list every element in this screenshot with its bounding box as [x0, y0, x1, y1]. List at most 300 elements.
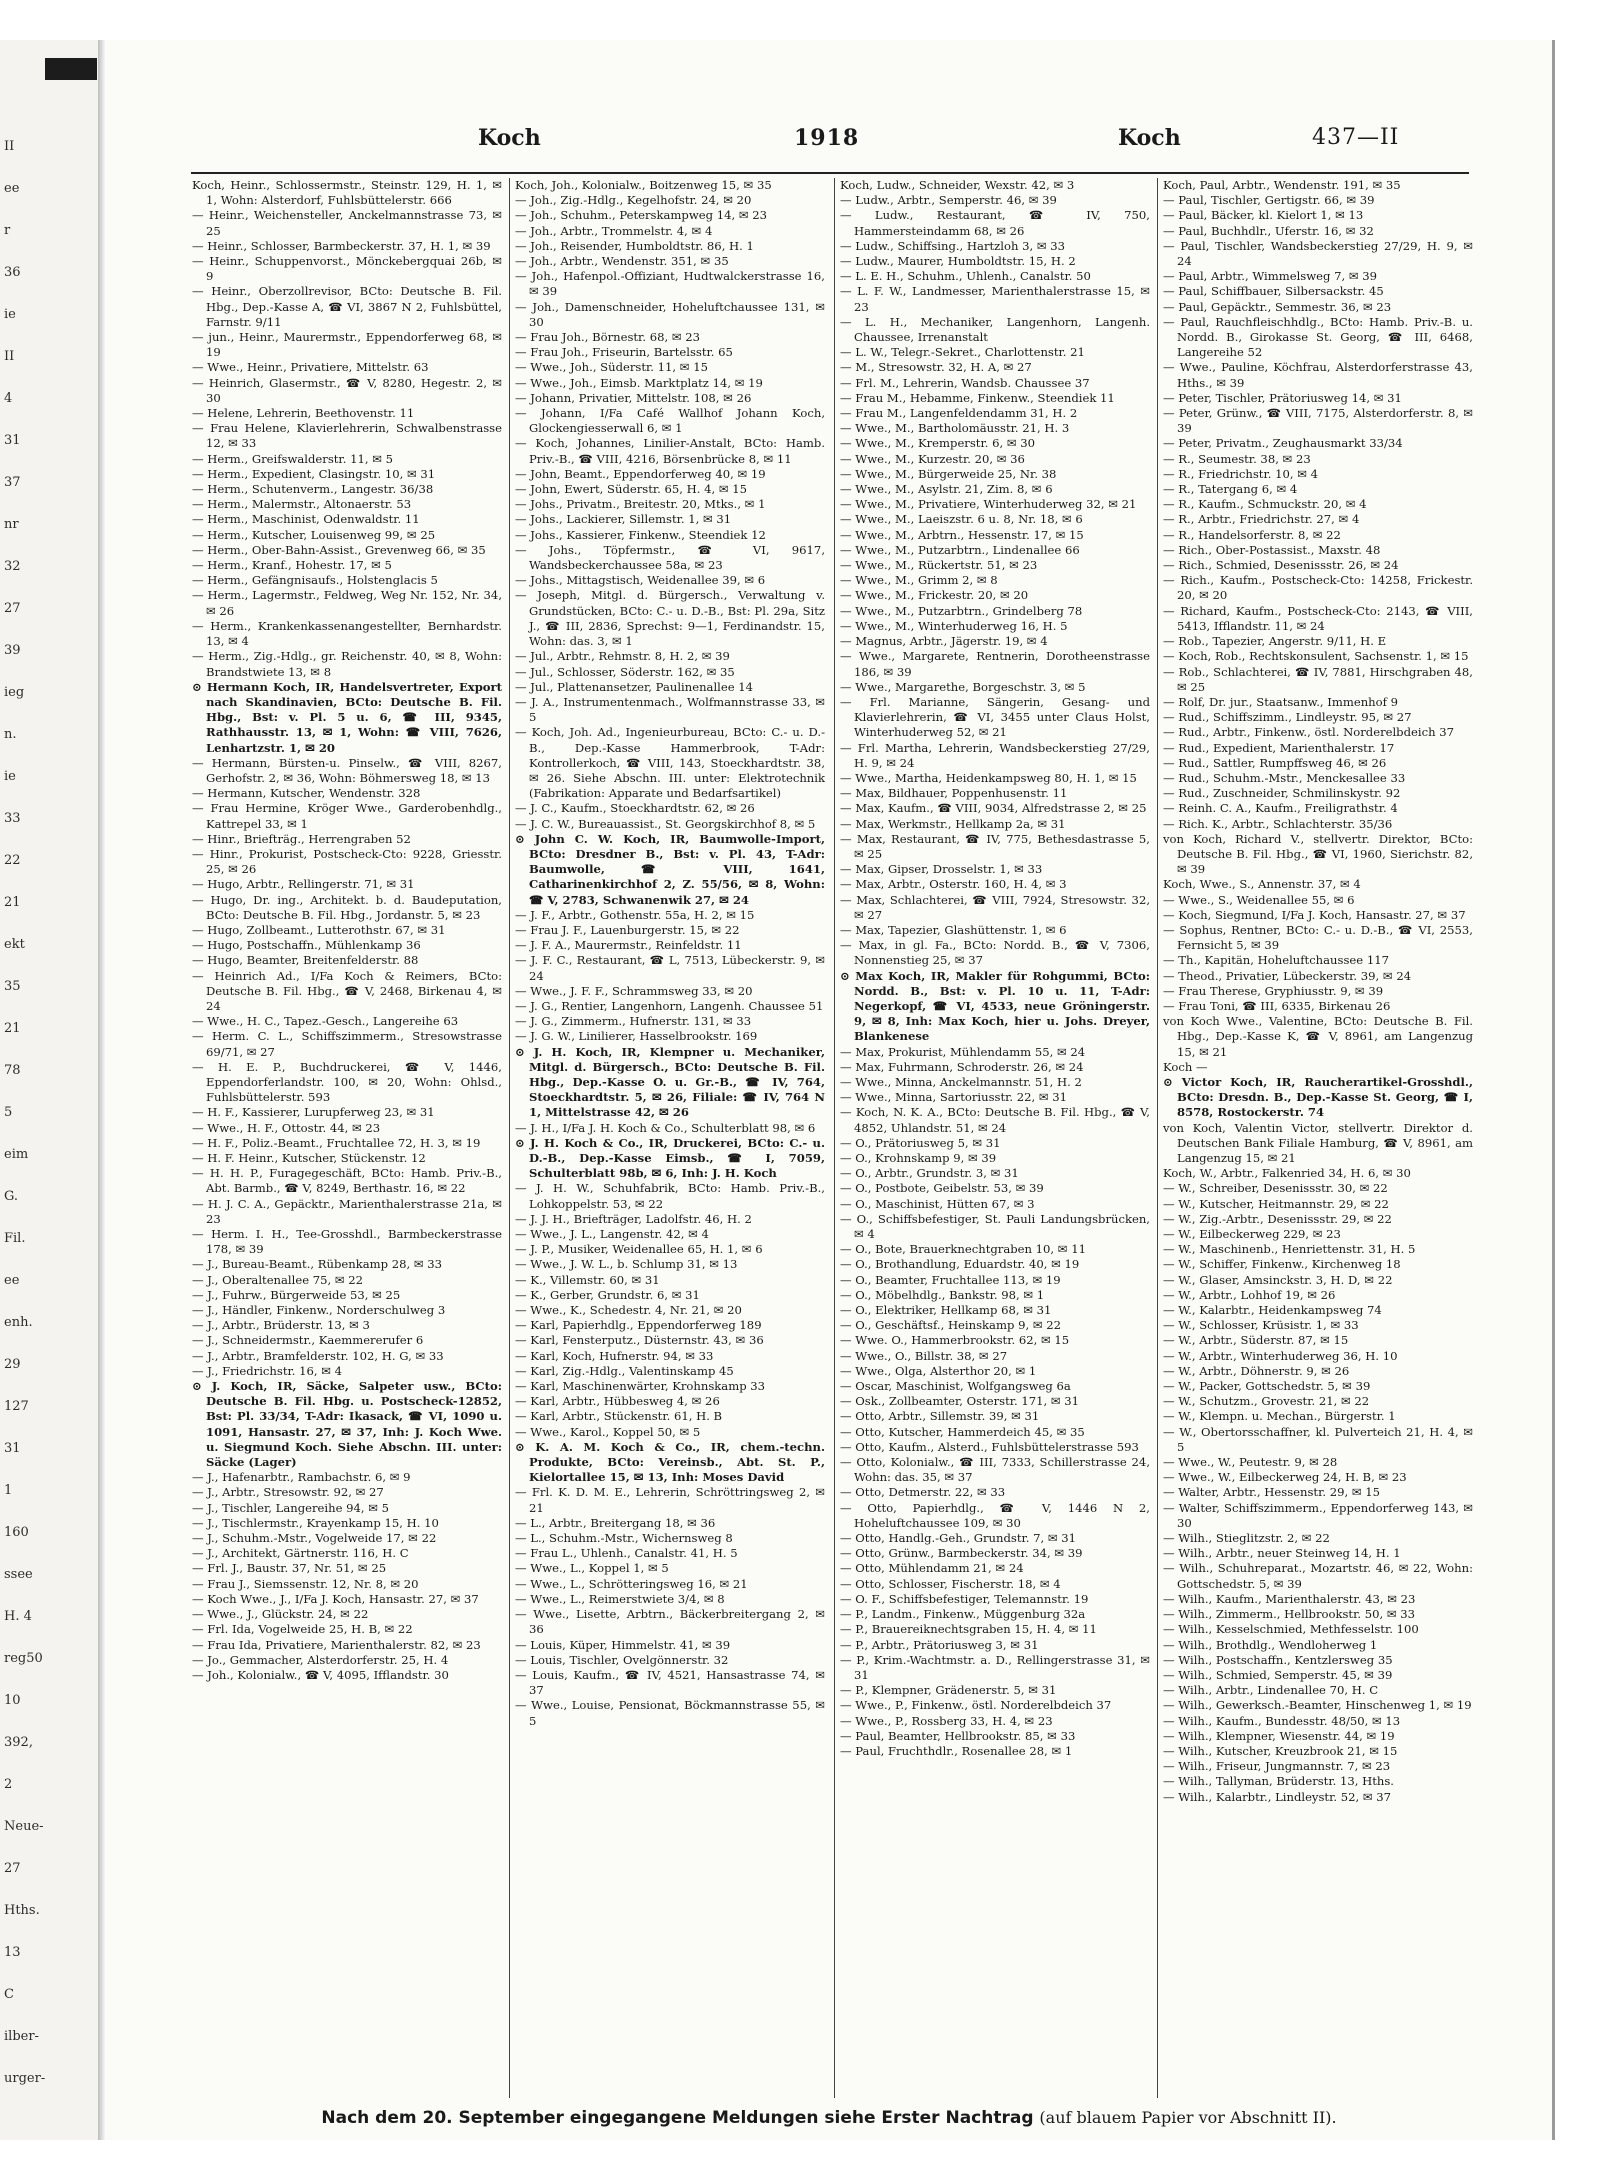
directory-entry: — Wwe., J. F. F., Schrammsweg 33, ✉ 20: [515, 983, 753, 998]
directory-entry: — W., Arbtr., Winterhuderweg 36, H. 10: [1163, 1348, 1398, 1363]
directory-entry: — Wwe., M., Frickestr. 20, ✉ 20: [840, 588, 1029, 603]
prev-page-fragment: 127: [4, 1399, 29, 1414]
directory-entry: — Paul, Tischler, Wandsbeckerstieg 27/29, H. 9, ✉ 24: [1163, 238, 1473, 269]
directory-entry: — Frau Therese, Gryphiusstr. 9, ✉ 39: [1163, 983, 1384, 998]
prev-page-fragment: ekt: [4, 937, 25, 952]
prev-page-fragment: n.: [4, 727, 17, 742]
directory-entry: — W., Glaser, Amsinckstr. 3, H. D, ✉ 22: [1163, 1272, 1393, 1287]
directory-entry: — Johs., Kassierer, Finkenw., Steendiek 12: [515, 527, 766, 542]
directory-entry: — Wwe., Martha, Heidenkampsweg 80, H. 1, ✉ 15: [840, 770, 1137, 785]
prev-page-fragment: 1: [4, 1483, 13, 1498]
prev-page-fragment: 21: [4, 895, 21, 910]
directory-entry: — Rolf, Dr. jur., Staatsanw., Immenhof 9: [1163, 694, 1398, 709]
directory-entry: — O., Bote, Brauerknechtgraben 10, ✉ 11: [840, 1242, 1086, 1257]
directory-entry: — W., Obertorsschaffner, kl. Pulverteich 21, H. 4, ✉ 5: [1163, 1424, 1473, 1454]
directory-entry: — Wwe., M., Rückertstr. 51, ✉ 23: [840, 558, 1038, 573]
directory-entry: — Herm., Expedient, Clasingstr. 10, ✉ 31: [192, 466, 436, 481]
directory-entry: — H. F., Poliz.-Beamt., Fruchtallee 72, H. 3, ✉ 19: [192, 1135, 481, 1150]
directory-entry: — Wilh., Kaufm., Bundesstr. 48/50, ✉ 13: [1163, 1713, 1401, 1728]
directory-entry: — Wwe., M., Kremperstr. 6, ✉ 30: [840, 436, 1035, 451]
directory-entry: Koch, Paul, Arbtr., Wendenstr. 191, ✉ 35: [1163, 178, 1401, 192]
directory-entry: — Hugo, Dr. ing., Architekt. b. d. Baudeputation, BCto: Deutsche B. Fil. Hbg., Jordanstr. 5, ✉ 23: [192, 892, 502, 922]
directory-entry: — L., Schuhm.-Mstr., Wichernsweg 8: [515, 1531, 733, 1546]
directory-entry: — Wwe., L., Koppel 1, ✉ 5: [515, 1561, 669, 1576]
prev-page-fragment: 27: [4, 1861, 21, 1876]
directory-entry: — Rud., Schuhm.-Mstr., Menckesallee 33: [1163, 770, 1406, 785]
directory-entry: — Paul, Fruchthdlr., Rosenallee 28, ✉ 1: [840, 1743, 1073, 1758]
directory-entry: — Wwe., S., Weidenallee 55, ✉ 6: [1163, 892, 1355, 907]
footer-note: [106, 2108, 1552, 2128]
directory-entry: — Sophus, Rentner, BCto: C.- u. D.-B., ☎ VI, 2553, Fernsicht 5, ✉ 39: [1163, 922, 1473, 953]
directory-entry: — J., Arbtr., Stresowstr. 92, ✉ 27: [192, 1485, 384, 1500]
directory-entry: — W., Maschinenb., Henriettenstr. 31, H. 5: [1163, 1242, 1416, 1257]
directory-entry: — O., Schiffsbefestiger, St. Pauli Landungsbrücken, ✉ 4: [840, 1211, 1150, 1242]
directory-entry: — O. F., Schiffsbefestiger, Telemannstr. 19: [840, 1591, 1089, 1606]
directory-entry: — Joseph, Mitgl. d. Bürgersch., Verwaltung v. Grundstücken, BCto: C.- u. D.-B., Bst: Pl. 29a, Sitz J., ☎ III, 2836, Sprechst: 9—1, Ferdinandstr. 15, Wohn: das. 3, ✉ 1: [515, 588, 825, 649]
directory-entry: — J., Tischlermstr., Krayenkamp 15, H. 10: [192, 1515, 439, 1530]
directory-entry: — J., Schneidermstr., Kaemmererufer 6: [192, 1333, 424, 1348]
directory-entry: von Koch Wwe., Valentine, BCto: Deutsche B. Fil. Hbg., Dep.-Kasse K, ☎ V, 8961, am Langenzug 15, ✉ 21: [1163, 1014, 1473, 1059]
directory-entry: — J. G. W., Linilierer, Hasselbrookstr. 169: [515, 1029, 758, 1044]
directory-entry: — Max, Fuhrmann, Schroderstr. 26, ✉ 24: [840, 1059, 1084, 1074]
directory-entry: — Wwe., Joh., Süderstr. 11, ✉ 15: [515, 360, 708, 375]
directory-entry: ⊙ J. Koch, IR, Säcke, Salpeter usw., BCto: Deutsche B. Fil. Hbg. u. Postscheck-12852, Bst: Pl. 33/34, T-Adr: Ikasack, ☎ VI, 1090 u. 1091, Hansastr. 27, ✉ 37, Inh: J. Koch Wwe. u. Siegmund Koch. Siehe Abschn. III. unter: Säcke (Lager): [192, 1379, 502, 1470]
directory-entry: — Ludw., Arbtr., Semperstr. 46, ✉ 39: [840, 193, 1057, 208]
directory-entry: — Max, Restaurant, ☎ IV, 775, Bethesdastrasse 5, ✉ 25: [840, 831, 1150, 861]
directory-entry: — Jo., Gemmacher, Alsterdorferstr. 25, H. 4: [192, 1652, 449, 1667]
directory-entry: — Hinr., Briefträg., Herrengraben 52: [192, 831, 411, 846]
directory-entry: — W., Arbtr., Lohhof 19, ✉ 26: [1163, 1287, 1336, 1302]
directory-entry: — Wwe., M., Asylstr. 21, Zim. 8, ✉ 6: [840, 482, 1053, 497]
prev-page-fragment: 160: [4, 1525, 29, 1540]
directory-entry: — J. H., I/Fa J. H. Koch & Co., Schulterblatt 98, ✉ 6: [515, 1120, 816, 1135]
directory-entry: — Wwe., Heinr., Privatiere, Mittelstr. 63: [192, 360, 429, 375]
directory-entry: — O., Arbtr., Grundstr. 3, ✉ 31: [840, 1166, 1019, 1181]
directory-entry: — Wwe., M., Kurzestr. 20, ✉ 36: [840, 451, 1025, 466]
directory-entry: — Louis, Küper, Himmelstr. 41, ✉ 39: [515, 1637, 731, 1652]
directory-entry: — Heinrich Ad., I/Fa Koch & Reimers, BCto: Deutsche B. Fil. Hbg., ☎ V, 2468, Birkenau 4, ✉ 24: [192, 968, 502, 1013]
directory-entry: — J., Hafenarbtr., Rambachstr. 6, ✉ 9: [192, 1470, 411, 1485]
directory-entry: — Koch, Johannes, Linilier-Anstalt, BCto: Hamb. Priv.-B., ☎ VIII, 4216, Börsenbrücke 8, ✉ 11: [515, 436, 825, 466]
prev-page-fragment: II: [4, 139, 15, 154]
register-tab-mark: [45, 58, 97, 80]
prev-page-fragment: Neue-: [4, 1819, 44, 1834]
prev-page-fragment: 2: [4, 1777, 13, 1792]
directory-entry: — Hugo, Arbtr., Rellingerstr. 71, ✉ 31: [192, 877, 415, 892]
footer-main-text: Nach dem 20. September eingegangene Meldungen siehe Erster Nachtrag: [321, 2108, 1034, 2128]
directory-entry: — Max, Schlachterei, ☎ VIII, 7924, Stresowstr. 32, ✉ 27: [840, 892, 1150, 922]
prev-page-fragment: 13: [4, 1945, 21, 1960]
directory-entry: — Wwe., M., Grimm 2, ✉ 8: [840, 573, 998, 588]
column-2: [515, 178, 825, 2108]
directory-entry: — J., Fuhrw., Bürgerweide 53, ✉ 25: [192, 1287, 401, 1302]
column-3: [840, 178, 1150, 2108]
directory-entry: — John, Beamt., Eppendorferweg 40, ✉ 19: [515, 466, 766, 481]
directory-entry: — Paul, Schiffbauer, Silbersackstr. 45: [1163, 284, 1384, 299]
directory-entry: — O., Brothandlung, Eduardstr. 40, ✉ 19: [840, 1257, 1080, 1272]
directory-entry: — Otto, Schlosser, Fischerstr. 18, ✉ 4: [840, 1576, 1061, 1591]
directory-entry: — Koch, Joh. Ad., Ingenieurbureau, BCto: C.- u. D.-B., Dep.-Kasse Hammerbrook, T-Adr: Kontrollerkoch, ☎ VIII, 143, Stoeckhardtstr. 38, ✉ 26. Siehe Abschn. III. unter: Elektrotechnik (Fabrikation: Apparate und Bedarfsartikel): [515, 725, 825, 801]
directory-entry: — Wwe., Pauline, Köchfrau, Alsterdorferstrasse 43, Hths., ✉ 39: [1163, 360, 1473, 390]
directory-entry: — Herm., Ober-Bahn-Assist., Grevenweg 66, ✉ 35: [192, 542, 486, 557]
directory-entry: — Paul, Arbtr., Wimmelsweg 7, ✉ 39: [1163, 269, 1378, 284]
directory-entry: — Wilh., Klempner, Wiesenstr. 44, ✉ 19: [1163, 1728, 1395, 1743]
directory-entry: — Helene, Lehrerin, Beethovenstr. 11: [192, 406, 415, 421]
directory-entry: — Jul., Arbtr., Rehmstr. 8, H. 2, ✉ 39: [515, 649, 730, 664]
directory-entry: — Wwe., H. F., Ottostr. 44, ✉ 23: [192, 1120, 381, 1135]
directory-entry: — Rob., Tapezier, Angerstr. 9/11, H. E: [1163, 634, 1387, 649]
directory-entry: — Herm., Krankenkassenangestellter, Bernhardstr. 13, ✉ 4: [192, 618, 502, 649]
header-rule: [191, 172, 1469, 174]
directory-entry: — Herm., Lagermstr., Feldweg, Weg Nr. 152, Nr. 34, ✉ 26: [192, 588, 502, 618]
directory-entry: — Karl, Arbtr., Stückenstr. 61, H. B: [515, 1409, 723, 1424]
directory-entry: — Otto, Grünw., Barmbeckerstr. 34, ✉ 39: [840, 1546, 1083, 1561]
directory-entry: — Paul, Beamter, Hellbrookstr. 85, ✉ 33: [840, 1728, 1076, 1743]
directory-entry: — Joh., Reisender, Humboldtstr. 86, H. 1: [515, 238, 754, 253]
directory-entry: — J. F., Arbtr., Gothenstr. 55a, H. 2, ✉ 15: [515, 907, 755, 922]
directory-entry: — Rich., Schmied, Desenissstr. 26, ✉ 24: [1163, 558, 1399, 573]
directory-entry: — Wwe., M., Bürgerweide 25, Nr. 38: [840, 466, 1057, 481]
directory-entry: Koch —: [1163, 1059, 1208, 1074]
prev-page-fragment: 39: [4, 643, 21, 658]
directory-entry: — Frau M., Langenfeldendamm 31, H. 2: [840, 406, 1078, 421]
directory-entry: — H. H. P., Furagegeschäft, BCto: Hamb. Priv.-B., Abt. Barmb., ☎ V, 8249, Berthastr. 16, ✉ 22: [192, 1166, 502, 1196]
directory-entry: — Karl, Fensterputz., Düsternstr. 43, ✉ 36: [515, 1333, 764, 1348]
directory-entry: — J. A., Instrumentenmach., Wolfmannstrasse 33, ✉ 5: [515, 694, 825, 725]
directory-entry: — R., Handelsorferstr. 8, ✉ 22: [1163, 527, 1341, 542]
column-4: [1163, 178, 1473, 2108]
directory-entry: — Otto, Mühlendamm 21, ✉ 24: [840, 1561, 1024, 1576]
directory-entry: — Wwe., L., Schrötteringsweg 16, ✉ 21: [515, 1576, 748, 1591]
directory-entry: ⊙ J. H. Koch, IR, Klempner u. Mechaniker, Mitgl. d. Bürgersch., BCto: Deutsche B. Fil. Hbg., Dep.-Kasse O. u. Gr.-B., ☎ IV, 764, Stoeckhardtstr. 5, ✉ 26, Filiale: ☎ IV, 764 N 1, Mittelstrasse 42, ✉ 26: [515, 1044, 825, 1120]
prev-page-fragment: Fil.: [4, 1231, 26, 1246]
directory-entry: — Herm. C. L., Schiffszimmerm., Stresowstrasse 69/71, ✉ 27: [192, 1029, 502, 1059]
directory-entry: — O., Prätoriusweg 5, ✉ 31: [840, 1135, 1001, 1150]
column-1: [192, 178, 502, 2108]
directory-entry: — Wwe., Minna, Sartoriusstr. 22, ✉ 31: [840, 1090, 1068, 1105]
directory-entry: — jun., Heinr., Maurermstr., Eppendorferweg 68, ✉ 19: [192, 330, 502, 360]
directory-entry: — Wwe., J. L., Langenstr. 42, ✉ 4: [515, 1227, 709, 1242]
directory-entry: — Richard, Kaufm., Postscheck-Cto: 2143, ☎ VIII, 5413, Ifflandstr. 11, ✉ 24: [1163, 603, 1473, 633]
directory-entry: — Wwe., W., Peutestr. 9, ✉ 28: [1163, 1455, 1338, 1470]
directory-entry: — W., Schiffer, Finkenw., Kirchenweg 18: [1163, 1257, 1401, 1272]
directory-entry: — Frau L., Uhlenh., Canalstr. 41, H. 5: [515, 1546, 738, 1561]
directory-entry: — Wwe., H. C., Tapez.-Gesch., Langereihe 63: [192, 1014, 459, 1029]
directory-entry: — W., Eilbeckerweg 229, ✉ 23: [1163, 1227, 1341, 1242]
directory-entry: — Max, Tapezier, Glashüttenstr. 1, ✉ 6: [840, 922, 1067, 937]
directory-entry: — Joh., Arbtr., Trommelstr. 4, ✉ 4: [515, 223, 713, 238]
directory-entry: — Wwe., Karol., Koppel 50, ✉ 5: [515, 1424, 701, 1439]
column-divider: [834, 178, 835, 2098]
directory-entry: — Rich., Kaufm., Postscheck-Cto: 14258, Frickestr. 20, ✉ 20: [1163, 573, 1473, 603]
directory-entry: — H. E. P., Buchdruckerei, ☎ V, 1446, Eppendorferlandstr. 100, ✉ 20, Wohn: Ohlsd., Fuhlsbüttelerstr. 593: [192, 1059, 502, 1105]
directory-entry: von Koch, Richard V., stellvertr. Direktor, BCto: Deutsche B. Fil. Hbg., ☎ VI, 1960, Sierichstr. 82, ✉ 39: [1163, 831, 1473, 877]
directory-entry: — J. C. W., Bureauassist., St. Georgskirchhof 8, ✉ 5: [515, 816, 816, 831]
directory-entry: — Wilh., Kalarbtr., Lindleystr. 52, ✉ 37: [1163, 1789, 1392, 1804]
prev-page-fragment: ee: [4, 1273, 20, 1288]
directory-entry: — Louis, Tischler, Ovelgönnerstr. 32: [515, 1652, 729, 1667]
directory-entry: — Reinh. C. A., Kaufm., Freiligrathstr. 4: [1163, 801, 1398, 816]
directory-entry: von Koch, Valentin Victor, stellvertr. Direktor d. Deutschen Bank Filiale Hamburg, ☎ V, 8961, am Langenzug 15, ✉ 21: [1163, 1120, 1473, 1165]
directory-entry: — Wwe., O., Billstr. 38, ✉ 27: [840, 1348, 1008, 1363]
prev-page-fragment: urger-: [4, 2071, 46, 2086]
directory-entry: — Ludw., Maurer, Humboldtstr. 15, H. 2: [840, 254, 1076, 269]
directory-entry: — Hinr., Prokurist, Postscheck-Cto: 9228, Griesstr. 25, ✉ 26: [192, 846, 502, 877]
directory-entry: — Wilh., Arbtr., neuer Steinweg 14, H. 1: [1163, 1546, 1401, 1561]
directory-entry: — Heinr., Schlosser, Barmbeckerstr. 37, H. 1, ✉ 39: [192, 238, 491, 253]
prev-page-fragment: 35: [4, 979, 21, 994]
directory-entry: — Herm., Kutscher, Louisenweg 99, ✉ 25: [192, 527, 436, 542]
directory-entry: — John, Ewert, Süderstr. 65, H. 4, ✉ 15: [515, 482, 748, 497]
directory-entry: — Wwe., Joh., Eimsb. Marktplatz 14, ✉ 19: [515, 375, 763, 390]
directory-entry: — Frau Joh., Börnestr. 68, ✉ 23: [515, 330, 700, 345]
directory-entry: — Wwe., M., Laeiszstr. 6 u. 8, Nr. 18, ✉ 6: [840, 512, 1083, 527]
directory-entry: — O., Elektriker, Hellkamp 68, ✉ 31: [840, 1303, 1052, 1318]
directory-entry: — W., Kutscher, Heitmannstr. 29, ✉ 22: [1163, 1196, 1389, 1211]
header-name-right: Koch: [1118, 125, 1181, 151]
directory-entry: — Herm., Kranf., Hohestr. 17, ✉ 5: [192, 558, 392, 573]
directory-entry: — Walter, Arbtr., Hessenstr. 29, ✉ 15: [1163, 1485, 1381, 1500]
prev-page-fragment: 36: [4, 265, 21, 280]
directory-entry: — H. F. Heinr., Kutscher, Stückenstr. 12: [192, 1151, 426, 1165]
directory-entry: — L. E. H., Schuhm., Uhlenh., Canalstr. 50: [840, 269, 1091, 284]
directory-entry: Koch, Joh., Kolonialw., Boitzenweg 15, ✉ 35: [515, 178, 772, 192]
directory-entry: — Wwe., Louise, Pensionat, Böckmannstrasse 55, ✉ 5: [515, 1698, 825, 1728]
prev-page-fragment: G.: [4, 1189, 19, 1204]
directory-entry: — Koch, Siegmund, I/Fa J. Koch, Hansastr. 27, ✉ 37: [1163, 907, 1466, 922]
directory-entry: — P., Brauereiknechtsgraben 15, H. 4, ✉ 11: [840, 1622, 1097, 1637]
directory-entry: — Frl. Marianne, Sängerin, Gesang- und Klavierlehrerin, ☎ VI, 3455 unter Claus Holst, Winterhuderweg 52, ✉ 21: [840, 694, 1150, 740]
page-number: 437—II: [1312, 125, 1400, 150]
directory-entry: — Osk., Zollbeamter, Osterstr. 171, ✉ 31: [840, 1394, 1080, 1409]
directory-entry: ⊙ Victor Koch, IR, Raucherartikel-Grosshdl., BCto: Dresdn. B., Dep.-Kasse St. Georg, ☎ I, 8578, Rostockerstr. 74: [1163, 1074, 1473, 1120]
directory-entry: — O., Maschinist, Hütten 67, ✉ 3: [840, 1196, 1035, 1211]
directory-entry: — Rich. K., Arbtr., Schlachterstr. 35/36: [1163, 816, 1393, 831]
footer-paren-text: (auf blauem Papier vor Abschnitt II).: [1039, 2108, 1337, 2127]
directory-entry: — Wwe., M., Privatiere, Winterhuderweg 32, ✉ 21: [840, 497, 1137, 512]
directory-entry: — Otto, Papierhdlg., ☎ V, 1446 N 2, Hoheluftchaussee 109, ✉ 30: [840, 1500, 1150, 1530]
directory-entry: — R., Arbtr., Friedrichstr. 27, ✉ 4: [1163, 512, 1360, 527]
directory-entry: — Heinrich, Glasermstr., ☎ V, 8280, Hegestr. 2, ✉ 30: [192, 375, 502, 405]
directory-entry: — J. P., Musiker, Weidenallee 65, H. 1, ✉ 6: [515, 1242, 763, 1257]
directory-entry: — Wwe., M., Putzarbtrn., Lindenallee 66: [840, 542, 1080, 557]
prev-page-fragment: 4: [4, 391, 13, 406]
directory-entry: — Max, in gl. Fa., BCto: Nordd. B., ☎ V, 7306, Nonnenstieg 25, ✉ 37: [840, 938, 1150, 968]
directory-entry: — Peter, Privatm., Zeughausmarkt 33/34: [1163, 436, 1403, 451]
directory-entry: — W., Klempn. u. Mechan., Bürgerstr. 1: [1163, 1409, 1396, 1424]
directory-entry: — O., Beamter, Fruchtallee 113, ✉ 19: [840, 1272, 1061, 1287]
directory-entry: — Wilh., Kutscher, Kreuzbrook 21, ✉ 15: [1163, 1743, 1398, 1758]
directory-entry: — Frau Helene, Klavierlehrerin, Schwalbenstrasse 12, ✉ 33: [192, 421, 502, 451]
directory-entry: — Wwe., Minna, Anckelmannstr. 51, H. 2: [840, 1074, 1082, 1089]
prev-page-fragment: 32: [4, 559, 21, 574]
prev-page-fragment: C: [4, 1987, 14, 2002]
directory-entry: — Wwe., Margarete, Rentnerin, Dorotheenstrasse 186, ✉ 39: [840, 649, 1150, 679]
directory-entry: — Herm., Schutenverm., Langestr. 36/38: [192, 482, 434, 497]
directory-entry: — Rob., Schlachterei, ☎ IV, 7881, Hirschgraben 48, ✉ 25: [1163, 664, 1473, 694]
directory-entry: — Wilh., Stieglitzstr. 2, ✉ 22: [1163, 1531, 1330, 1546]
prev-page-fragment: Hths.: [4, 1903, 40, 1918]
directory-entry: — Paul, Buchhdlr., Uferstr. 16, ✉ 32: [1163, 223, 1374, 238]
directory-entry: — Wilh., Gewerksch.-Beamter, Hinschenweg 1, ✉ 19: [1163, 1698, 1472, 1713]
running-header: [106, 125, 1552, 165]
directory-entry: — Joh., Hafenpol.-Offiziant, Hudtwalckerstrasse 16, ✉ 39: [515, 269, 825, 299]
directory-entry: — Paul, Gepäcktr., Semmestr. 36, ✉ 23: [1163, 299, 1392, 314]
directory-entry: — Herm., Greifswalderstr. 11, ✉ 5: [192, 451, 393, 466]
previous-page-edge: [0, 40, 101, 2140]
directory-entry: — Ludw., Restaurant, ☎ IV, 750, Hammersteindamm 68, ✉ 26: [840, 208, 1150, 238]
directory-entry: — J. G., Zimmerm., Hufnerstr. 131, ✉ 33: [515, 1014, 752, 1029]
directory-entry: — Herm., Gefängnisaufs., Holstenglacis 5: [192, 573, 438, 588]
directory-entry: — Herm., Malermstr., Altonaerstr. 53: [192, 497, 412, 512]
directory-entry: Koch, Ludw., Schneider, Wexstr. 42, ✉ 3: [840, 178, 1075, 192]
directory-entry: — Rud., Arbtr., Finkenw., östl. Norderelbdeich 37: [1163, 725, 1454, 740]
directory-entry: — O., Möbelhdlg., Bankstr. 98, ✉ 1: [840, 1287, 1045, 1302]
directory-entry: — Frl. M., Lehrerin, Wandsb. Chaussee 37: [840, 375, 1090, 390]
prev-page-fragment: ie: [4, 769, 16, 784]
directory-entry: — Joh., Zig.-Hdlg., Kegelhofstr. 24, ✉ 20: [515, 193, 752, 208]
directory-entry: — Wilh., Friseur, Jungmannstr. 7, ✉ 23: [1163, 1759, 1391, 1774]
directory-entry: — Hugo, Beamter, Breitenfelderstr. 88: [192, 953, 419, 968]
directory-entry: — Hermann, Kutscher, Wendenstr. 328: [192, 786, 421, 801]
directory-entry: — Wilh., Schmied, Semperstr. 45, ✉ 39: [1163, 1667, 1393, 1682]
directory-entry: — Frau J., Siemssenstr. 12, Nr. 8, ✉ 20: [192, 1576, 419, 1591]
prev-page-fragment: 31: [4, 433, 21, 448]
directory-entry: — Otto, Handlg.-Geh., Grundstr. 7, ✉ 31: [840, 1531, 1077, 1546]
prev-page-fragment: 29: [4, 1357, 21, 1372]
prev-page-fragment: 27: [4, 601, 21, 616]
directory-entry: — R., Seumestr. 38, ✉ 23: [1163, 451, 1311, 466]
directory-entry: — Frl. Ida, Vogelweide 25, H. B, ✉ 22: [192, 1622, 413, 1637]
directory-entry: — J. C., Kaufm., Stoeckhardtstr. 62, ✉ 26: [515, 801, 755, 816]
directory-entry: — Frau Ida, Privatiere, Marienthalerstr. 82, ✉ 23: [192, 1637, 481, 1652]
directory-entry: — P., Klempner, Grädenerstr. 5, ✉ 31: [840, 1683, 1057, 1698]
directory-entry: — J., Händler, Finkenw., Norderschulweg 3: [192, 1303, 446, 1318]
directory-entry: — Heinr., Schuppenvorst., Mönckebergquai 26b, ✉ 9: [192, 254, 502, 284]
directory-entry: — Otto, Arbtr., Sillemstr. 39, ✉ 31: [840, 1409, 1040, 1424]
directory-entry: — Wwe., K., Schedestr. 4, Nr. 21, ✉ 20: [515, 1303, 742, 1318]
prev-page-fragment: ee: [4, 181, 20, 196]
directory-entry: — Karl, Koch, Hufnerstr. 94, ✉ 33: [515, 1348, 714, 1363]
directory-entry: — Max, Gipser, Drosselstr. 1, ✉ 33: [840, 862, 1043, 877]
directory-entry: — Theod., Privatier, Lübeckerstr. 39, ✉ 24: [1163, 968, 1412, 983]
column-divider: [509, 178, 510, 2098]
directory-entry: — Frau Hermine, Kröger Wwe., Garderobenhdlg., Kattrepel 33, ✉ 1: [192, 801, 502, 831]
prev-page-fragment: enh.: [4, 1315, 33, 1330]
directory-entry: — Joh., Damenschneider, Hoheluftchaussee 131, ✉ 30: [515, 299, 825, 329]
directory-entry: — Rud., Zuschneider, Schmilinskystr. 92: [1163, 786, 1401, 801]
directory-entry: — Max, Werkmstr., Hellkamp 2a, ✉ 31: [840, 816, 1066, 831]
directory-entry: — Th., Kapitän, Hoheluftchaussee 117: [1163, 953, 1389, 968]
directory-entry: — O., Geschäftsf., Heinskamp 9, ✉ 22: [840, 1318, 1061, 1333]
prev-page-fragment: 31: [4, 1441, 21, 1456]
directory-entry: — J. F. A., Maurermstr., Reinfeldstr. 11: [515, 938, 742, 953]
directory-entry: — Wilh., Arbtr., Lindenallee 70, H. C: [1163, 1683, 1379, 1698]
directory-entry: — Max, Bildhauer, Poppenhusenstr. 11: [840, 786, 1068, 801]
directory-entry: — Hermann, Bürsten-u. Pinselw., ☎ VIII, 8267, Gerhofstr. 2, ✉ 36, Wohn: Böhmersweg 18, ✉ 13: [192, 755, 502, 785]
prev-page-fragment: 33: [4, 811, 21, 826]
prev-page-fragment: ieg: [4, 685, 25, 700]
directory-entry: — W., Schutzm., Grovestr. 21, ✉ 22: [1163, 1394, 1370, 1409]
directory-entry: — Frau Toni, ☎ III, 6335, Birkenau 26: [1163, 998, 1391, 1013]
directory-entry: — Max, Prokurist, Mühlendamm 55, ✉ 24: [840, 1044, 1086, 1059]
directory-entry: — Frau M., Hebamme, Finkenw., Steendiek 11: [840, 390, 1115, 405]
directory-entry: — Magnus, Arbtr., Jägerstr. 19, ✉ 4: [840, 634, 1048, 649]
directory-entry: — Rud., Schiffszimm., Lindleystr. 95, ✉ 27: [1163, 710, 1412, 725]
header-name-left: Koch: [478, 125, 541, 151]
directory-entry: — H. F., Kassierer, Lurupferweg 23, ✉ 31: [192, 1105, 435, 1120]
directory-entry: — Herm., Maschinist, Odenwaldstr. 11: [192, 512, 420, 527]
directory-entry: — Wwe., P., Rossberg 33, H. 4, ✉ 23: [840, 1713, 1053, 1728]
directory-entry: — Heinr., Weichensteller, Anckelmannstrasse 73, ✉ 25: [192, 208, 502, 238]
directory-entry: — Rud., Expedient, Marienthalerstr. 17: [1163, 740, 1395, 755]
directory-entry: — Frau J. F., Lauenburgerstr. 15, ✉ 22: [515, 922, 740, 937]
directory-entry: — Joh., Arbtr., Wendenstr. 351, ✉ 35: [515, 254, 729, 269]
directory-entry: — K., Villemstr. 60, ✉ 31: [515, 1272, 660, 1287]
directory-entry: — Johs., Töpfermstr., ☎ VI, 9617, Wandsbeckerchaussee 58a, ✉ 23: [515, 542, 825, 573]
prev-page-fragment: 5: [4, 1105, 13, 1120]
directory-entry: — J., Tischler, Langereihe 94, ✉ 5: [192, 1500, 390, 1515]
directory-entry: — M., Stresowstr. 32, H. A, ✉ 27: [840, 360, 1032, 375]
directory-entry: — Frl. J., Baustr. 37, Nr. 51, ✉ 25: [192, 1561, 387, 1576]
prev-page-fragment: 78: [4, 1063, 21, 1078]
directory-entry: ⊙ J. H. Koch & Co., IR, Druckerei, BCto: C.- u. D.-B., Dep.-Kasse Eimsb., ☎ I, 7059, Schulterblatt 98b, ✉ 6, Inh: J. H. Koch: [515, 1135, 825, 1181]
directory-entry: — W., Arbtr., Süderstr. 87, ✉ 15: [1163, 1333, 1349, 1348]
directory-entry: — Hugo, Zollbeamt., Lutterothstr. 67, ✉ 31: [192, 922, 446, 937]
directory-entry: — Johs., Mittagstisch, Weidenallee 39, ✉ 6: [515, 573, 766, 588]
directory-entry: — Joh., Kolonialw., ☎ V, 4095, Ifflandstr. 30: [192, 1667, 449, 1682]
directory-entry: — Koch Wwe., J., I/Fa J. Koch, Hansastr. 27, ✉ 37: [192, 1591, 479, 1606]
directory-entry: — J., Friedrichstr. 16, ✉ 4: [192, 1363, 343, 1378]
directory-entry: — W., Zig.-Arbtr., Desenissstr. 29, ✉ 22: [1163, 1211, 1392, 1226]
prev-page-fragment: nr: [4, 517, 19, 532]
directory-entry: — L. W., Telegr.-Sekret., Charlottenstr. 21: [840, 345, 1085, 360]
directory-entry: — J., Arbtr., Bramfelderstr. 102, H. G, ✉ 33: [192, 1348, 444, 1363]
directory-entry: — Koch, N. K. A., BCto: Deutsche B. Fil. Hbg., ☎ V, 4852, Uhlandstr. 51, ✉ 24: [840, 1105, 1150, 1135]
directory-entry: — O., Krohnskamp 9, ✉ 39: [840, 1151, 997, 1165]
directory-entry: — Max, Kaufm., ☎ VIII, 9034, Alfredstrasse 2, ✉ 25: [840, 801, 1147, 816]
directory-entry: — Karl, Arbtr., Hübbesweg 4, ✉ 26: [515, 1394, 720, 1409]
directory-entry: — Wwe., M., Bartholomäusstr. 21, H. 3: [840, 421, 1070, 436]
directory-entry: — Wwe., Margarethe, Borgeschstr. 3, ✉ 5: [840, 679, 1086, 694]
directory-entry: — Heinr., Oberzollrevisor, BCto: Deutsche B. Fil. Hbg., Dep.-Kasse A, ☎ VI, 3867 N 2, Fuhlsbüttel, Farnstr. 9/11: [192, 284, 502, 329]
directory-entry: — Rud., Sattler, Rumpffsweg 46, ✉ 26: [1163, 755, 1387, 770]
directory-entry: — Johs., Privatm., Breitestr. 20, Mtks., ✉ 1: [515, 497, 766, 512]
directory-entry: — Wwe., L., Reimerstwiete 3/4, ✉ 8: [515, 1591, 725, 1606]
directory-entry: — Peter, Tischler, Prätoriusweg 14, ✉ 31: [1163, 390, 1402, 405]
directory-entry: — H. J. C. A., Gepäcktr., Marienthalerstrasse 21a, ✉ 23: [192, 1196, 502, 1226]
directory-page: [106, 40, 1552, 2140]
directory-entry: — Joh., Schuhm., Peterskampweg 14, ✉ 23: [515, 208, 767, 223]
prev-page-fragment: 392,: [4, 1735, 33, 1750]
prev-page-fragment: ssee: [4, 1567, 33, 1582]
directory-entry: — Wilh., Zimmerm., Hellbrookstr. 50, ✉ 33: [1163, 1607, 1415, 1622]
directory-entry: ⊙ K. A. M. Koch & Co., IR, chem.-techn. Produkte, BCto: Vereinsb., Abt. St. P., Kielortallee 15, ✉ 13, Inh: Moses David: [515, 1439, 825, 1485]
directory-entry: — Wwe., J. W. L., b. Schlump 31, ✉ 13: [515, 1257, 738, 1272]
directory-entry: — Jul., Plattenansetzer, Paulinenallee 14: [515, 679, 754, 694]
directory-entry: Koch, Wwe., S., Annenstr. 37, ✉ 4: [1163, 877, 1361, 892]
directory-entry: — J., Architekt, Gärtnerstr. 116, H. C: [192, 1546, 409, 1561]
directory-entry: — Wilh., Kesselschmied, Methfesselstr. 100: [1163, 1622, 1419, 1637]
directory-entry: — W., Schreiber, Desenissstr. 30, ✉ 22: [1163, 1181, 1388, 1196]
directory-entry: — Otto, Kaufm., Alsterd., Fuhlsbüttelerstrasse 593: [840, 1439, 1139, 1454]
directory-entry: — Wwe., M., Winterhuderweg 16, H. 5: [840, 618, 1068, 633]
directory-entry: — Wilh., Postschaffn., Kentzlersweg 35: [1163, 1652, 1393, 1667]
directory-entry: — J., Arbtr., Brüderstr. 13, ✉ 3: [192, 1318, 370, 1333]
prev-page-fragment: 21: [4, 1021, 21, 1036]
directory-entry: — Karl, Zig.-Hdlg., Valentinskamp 45: [515, 1363, 734, 1378]
header-year: 1918: [794, 125, 860, 151]
